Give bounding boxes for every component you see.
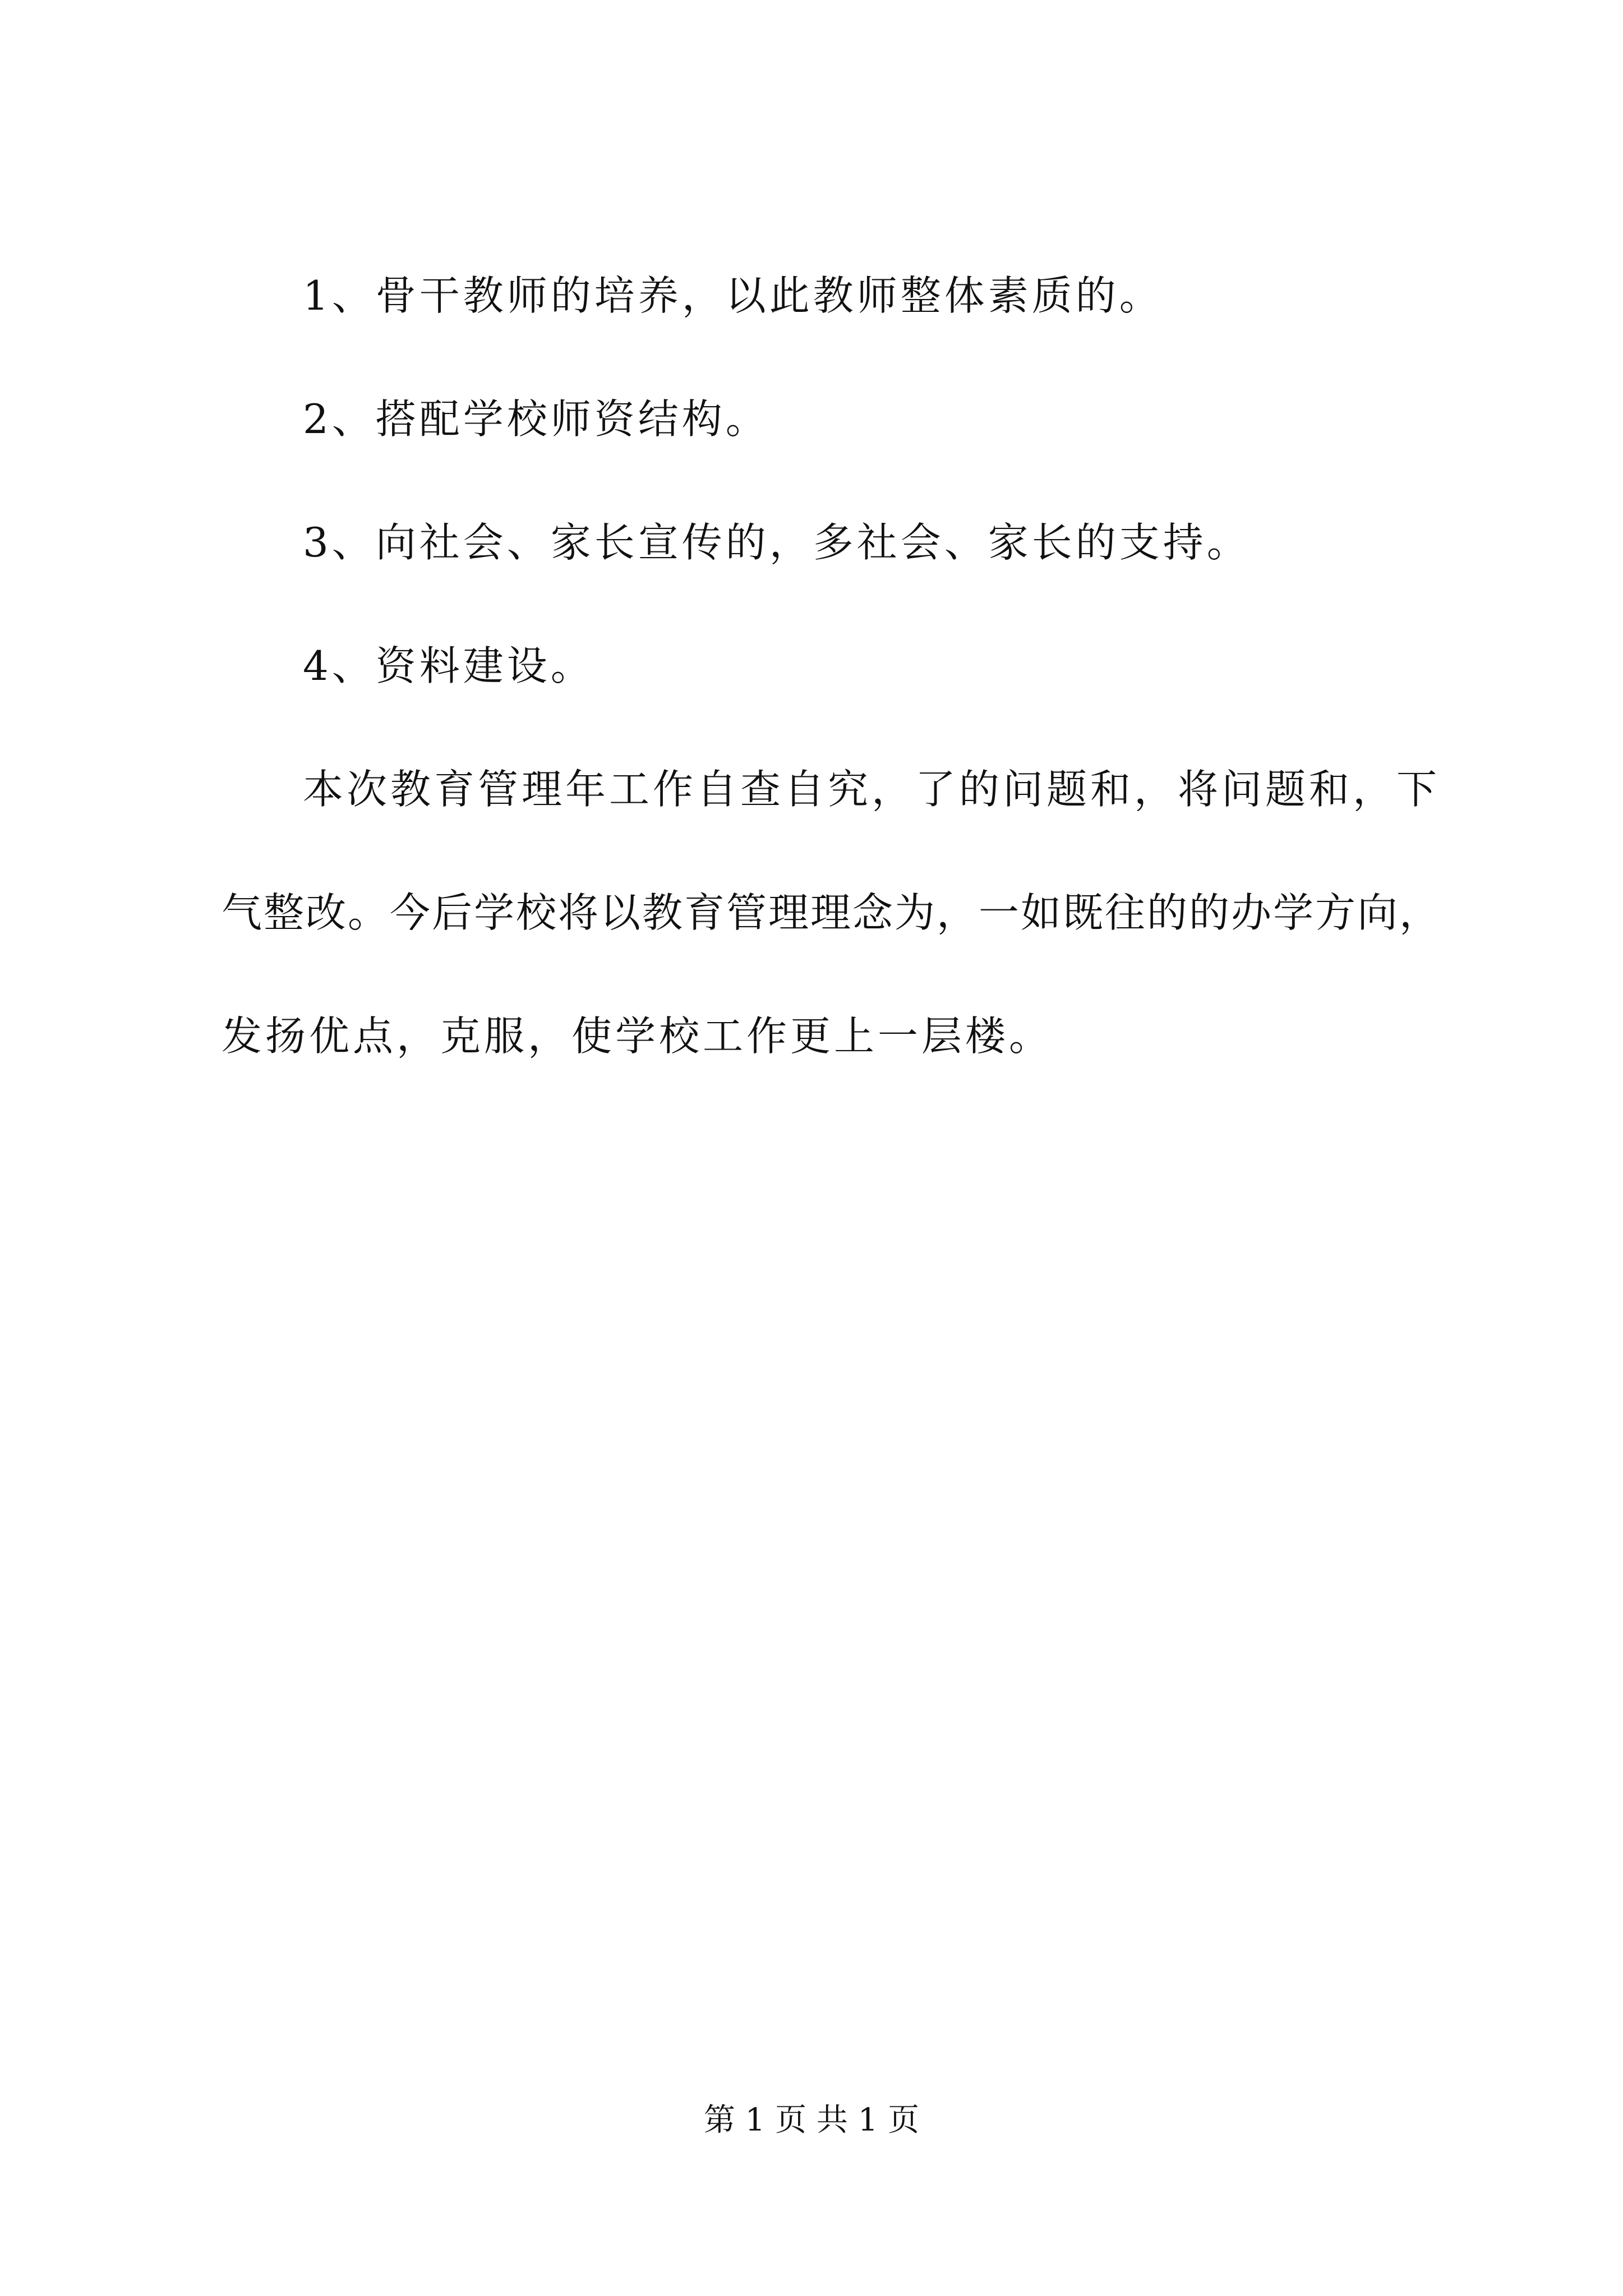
list-item-4: 4、资料建设。	[303, 642, 594, 689]
list-item-3: 3、向社会、家长宣传的，多社会、家长的支持。	[303, 519, 1251, 566]
paragraph-line-1: 本次教育管理年工作自查自究，了的问题和，将问题和，下	[303, 766, 1441, 813]
paragraph-line-3: 发扬优点，克服，使学校工作更上一层楼。	[222, 1013, 1053, 1060]
page-footer: 第 1 页 共 1 页	[703, 2102, 920, 2138]
paragraph-line-2: 气整改。今后学校将以教育管理理念为，一如既往的的办学方向，	[222, 889, 1442, 936]
list-item-2: 2、搭配学校师资结构。	[303, 395, 769, 443]
conclusion-paragraph	[222, 761, 1442, 1131]
list-item-1: 1、骨干教师的培养，以此教师整体素质的。	[303, 272, 1163, 319]
